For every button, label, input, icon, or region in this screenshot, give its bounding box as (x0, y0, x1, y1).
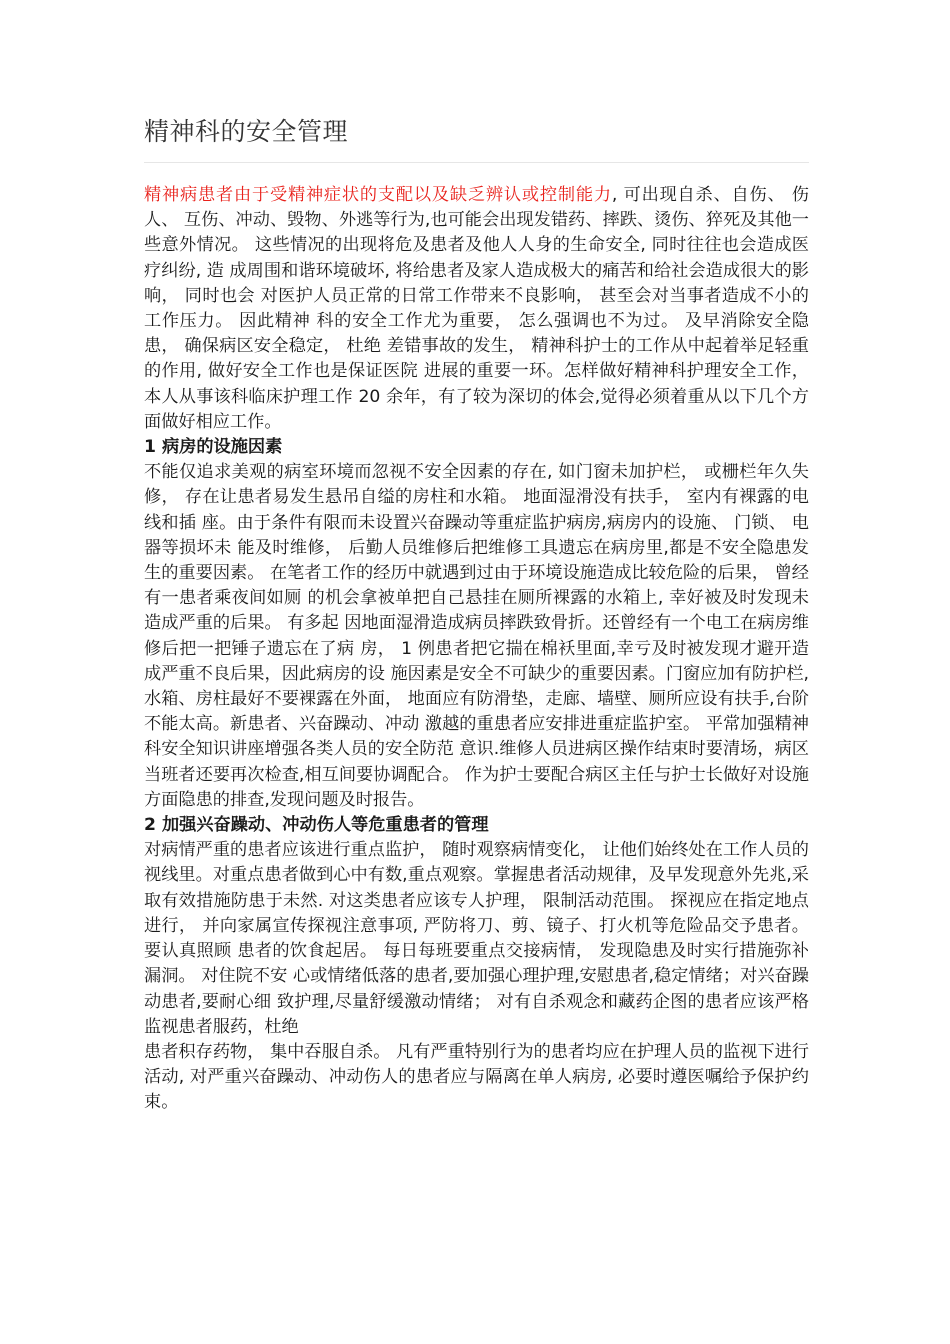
intro-highlight: 精神病患者由于受精神症状的支配以及缺乏辨认或控制能力 (144, 185, 612, 205)
document-page (144, 112, 809, 1116)
section-1-heading: 1 病房的设施因素 (144, 437, 283, 458)
section-2-paragraph-continued: 患者积存药物， 集中吞服自杀。 凡有严重特别行为的患者均应在护理人员的监视下进行活动, 对严重兴奋躁动、冲动伤人的患者应与隔离在单人病房, 必要时遵医嘱给予保护约束。 (144, 1041, 809, 1113)
page-title: 精神科的安全管理 (144, 117, 349, 146)
title-divider (144, 162, 809, 163)
intro-text: , 可出现自杀、自伤、 伤人、 互伤、冲动、毁物、外逃等行为,也可能会出现发错药、摔跌、烫伤、猝死及其他一些意外情况。 这些情况的出现将危及患者及他人人身的生命安全, 同时往往也会造成医疗纠纷, 造 成周围和谐环境破坏, 将给患者及家人造成极大的痛苦和给社会造成很大的影响， 同时也会 对医护人员正常的日常工作带来不良影响， 甚至会对当事者造成不小的工作压力。 因此精神 科的安全工作尤为重要， 怎么强调也不为过。 及早消除安全隐患， 确保病区安全稳定， 杜绝 差错事故的发生， 精神科护士的工作从中起着举足轻重的作用, 做好安全工作也是保证医院 进展的重要一环。怎样做好精神科护理安全工作，本人从事该科临床护理工作 20 余年，有了较为深切的体会,觉得必须着重从以下几个方面做好相应工作。 (144, 185, 809, 432)
section-2-heading: 2 加强兴奋躁动、冲动伤人等危重患者的管理 (144, 815, 489, 836)
section-2-paragraph: 对病情严重的患者应该进行重点监护， 随时观察病情变化， 让他们始终处在工作人员的 视线里。对重点患者做到心中有数,重点观察。掌握患者活动规律，及早发现意外先兆,采 取有效措施防患于未然. 对这类患者应该专人护理， 限制活动范围。 探视应在指定地点进行， 并向家属宣传探视注意事项, 严防将刀、剪、镜子、打火机等危险品交予患者。要认真照顾 患者的饮食起居。 每日每班要重点交接病情， 发现隐患及时实行措施弥补漏洞。 对住院不安 心或情绪低落的患者,要加强心理护理,安慰患者,稳定情绪；对兴奋躁动患者,要耐心细 致护理,尽量舒缓激动情绪； 对有自杀观念和藏药企图的患者应该严格监视患者服药，杜绝 (144, 840, 809, 1037)
section-1-paragraph: 不能仅追求美观的病室环境而忽视不安全因素的存在, 如门窗未加护栏， 或栅栏年久失 修， 存在让患者易发生悬吊自缢的房柱和水箱。 地面湿滑没有扶手， 室内有裸露的电线和插 座。由于条件有限而未设置兴奋躁动等重症监护病房,病房内的设施、 门锁、 电器等损坏未 能及时维修， 后勤人员维修后把维修工具遗忘在病房里,都是不安全隐患发生的重要因素。 在笔者工作的经历中就遇到过由于环境设施造成比较危险的后果， 曾经有一患者乘夜间如厕 的机会拿被单把自己悬挂在厕所裸露的水箱上, 幸好被及时发现未造成严重的后果。 有多起 因地面湿滑造成病员摔跌致骨折。还曾经有一个电工在病房维修后把一把锤子遗忘在了病 房， 1 例患者把它揣在棉袄里面,幸亏及时被发现才避开造成严重不良后果，因此病房的设 施因素是安全不可缺少的重要因素。门窗应加有防护栏,水箱、房柱最好不要裸露在外面， 地面应有防滑垫，走廊、墙壁、厕所应设有扶手,台阶不能太高。新患者、兴奋躁动、冲动 激越的重患者应安排进重症监护室。 平常加强精神科安全知识讲座增强各类人员的安全防范 意识.维修人员进病区操作结束时要清场，病区当班者还要再次检查,相互间要协调配合。 作为护士要配合病区主任与护士长做好对设施方面隐患的排查,发现问题及时报告。 (144, 462, 809, 810)
intro-paragraph (144, 183, 809, 435)
document-body (144, 183, 809, 1116)
